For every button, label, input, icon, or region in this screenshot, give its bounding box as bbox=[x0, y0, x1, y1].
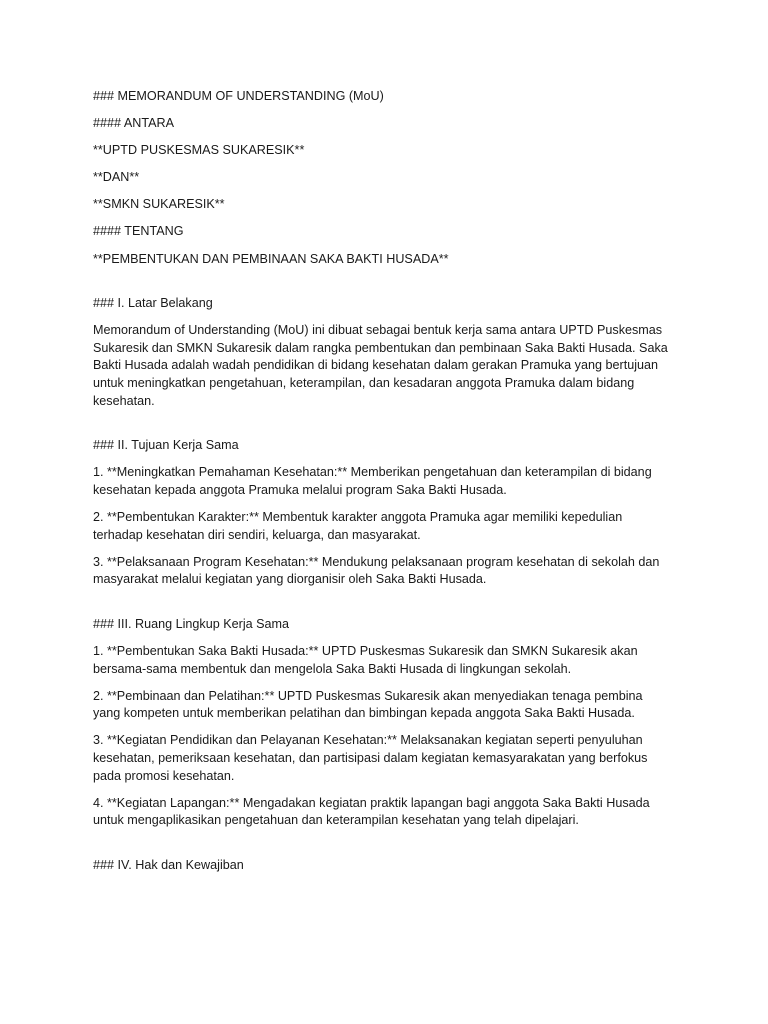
tentang-heading: #### TENTANG bbox=[93, 224, 184, 239]
list-item: 2. **Pembentukan Karakter:** Membentuk karakter anggota Pramuka agar memiliki kepedulian terhadap kesehatan diri sendiri, keluarga, dan masyarakat. bbox=[93, 510, 626, 542]
section-heading-hak-kewajiban: ### IV. Hak dan Kewajiban bbox=[93, 857, 244, 872]
antara-heading: #### ANTARA bbox=[93, 116, 174, 131]
section-heading-ruang-lingkup: ### III. Ruang Lingkup Kerja Sama bbox=[93, 616, 290, 631]
document-title: ### MEMORANDUM OF UNDERSTANDING (MoU) bbox=[93, 89, 384, 103]
subject-text: **PEMBENTUKAN DAN PEMBINAAN SAKA BAKTI HUSADA** bbox=[93, 251, 449, 266]
list-item: 3. **Pelaksanaan Program Kesehatan:** Mendukung pelaksanaan program kesehatan di sekolah dan masyarakat melalui kegiatan yang diorganisir oleh Saka Bakti Husada. bbox=[93, 554, 663, 587]
latar-belakang-paragraph: Memorandum of Understanding (MoU) ini dibuat sebagai bentuk kerja sama antara UPTD Puskesmas Sukaresik dan SMKN Sukaresik dalam rangka pembentukan dan pembinaan Saka Bakti Husada. Saka Bakti Husada adalah wadah pendidikan di bidang kesehatan dalam gerakan Pramuka yang bertujuan untuk meningkatkan pengetahuan, keterampilan, dan kesadaran anggota Pramuka dalam bidang kesehatan. bbox=[93, 323, 672, 408]
list-item: 4. **Kegiatan Lapangan:** Mengadakan kegiatan praktik lapangan bagi anggota Saka Bakti Husada untuk mengaplikasikan pengetahuan dan keterampilan kesehatan yang telah dipelajari. bbox=[93, 795, 654, 828]
list-item: 1. **Meningkatkan Pemahaman Kesehatan:** Memberikan pengetahuan dan keterampilan di bidang kesehatan kepada anggota Pramuka melalui program Saka Bakti Husada. bbox=[93, 465, 656, 497]
list-item: 2. **Pembinaan dan Pelatihan:** UPTD Puskesmas Sukaresik akan menyediakan tenaga pembina yang kompeten untuk memberikan pelatihan dan bimbingan kepada anggota Saka Bakti Husada. bbox=[93, 688, 647, 721]
document-page bbox=[93, 88, 673, 874]
list-item: 1. **Pembentukan Saka Bakti Husada:** UPTD Puskesmas Sukaresik dan SMKN Sukaresik akan bersama-sama membentuk dan mengelola Saka Bakti Husada di lingkungan sekolah. bbox=[93, 643, 642, 676]
section-heading-latar-belakang: ### I. Latar Belakang bbox=[93, 296, 213, 311]
section-heading-tujuan: ### II. Tujuan Kerja Sama bbox=[93, 438, 239, 453]
list-item: 3. **Kegiatan Pendidikan dan Pelayanan Kesehatan:** Melaksanakan kegiatan seperti penyuluhan kesehatan, pemeriksaan kesehatan, dan partisipasi dalam kegiatan kemasyarakatan yang berfokus pada promosi kesehatan. bbox=[93, 733, 651, 783]
dan-text: **DAN** bbox=[93, 170, 140, 185]
party-one: **UPTD PUSKESMAS SUKARESIK** bbox=[93, 143, 305, 158]
party-two: **SMKN SUKARESIK** bbox=[93, 197, 225, 212]
